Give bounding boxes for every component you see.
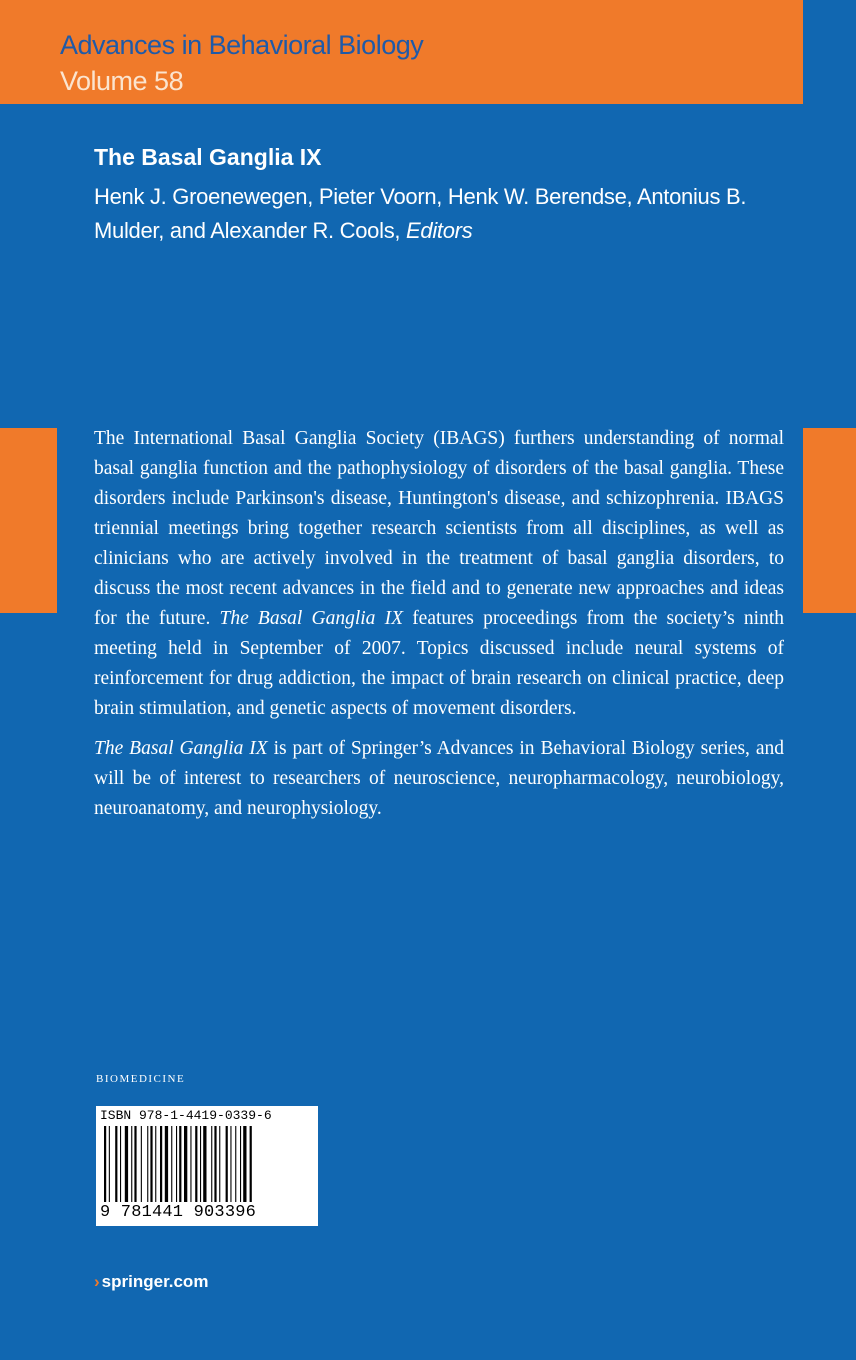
barcode-bar (203, 1126, 206, 1202)
barcode-bar (200, 1126, 201, 1202)
publisher-url: springer.com (101, 1272, 209, 1291)
series-header-band (0, 0, 803, 104)
right-accent-band (803, 428, 856, 613)
description-p1-title: The Basal Ganglia IX (219, 608, 404, 629)
barcode-bar (150, 1126, 152, 1202)
barcode-bar (179, 1126, 181, 1202)
barcode-bar (219, 1126, 220, 1202)
barcode (96, 1106, 318, 1226)
barcode-bar (195, 1126, 197, 1202)
barcode-bar (109, 1126, 110, 1202)
series-volume: Volume 58 (60, 66, 184, 96)
barcode-bar (230, 1126, 231, 1202)
editors-role: Editors (406, 218, 473, 243)
barcode-bar (120, 1126, 121, 1202)
barcode-bar (176, 1126, 177, 1202)
publisher-link[interactable] (94, 1272, 208, 1292)
description-p1-text-b: features proceedings from the society’s ninth meeting held in September of 2007. Topics discussed include neural systems of reinforcement for drug addiction, the impact of brain research on clinical practice, deep brain stimulation, and genetic aspects of movement disorders. (94, 608, 785, 719)
barcode-bar (147, 1126, 148, 1202)
description-p2-title: The Basal Ganglia IX (94, 738, 268, 759)
book-title: The Basal Ganglia IX (94, 144, 322, 170)
description-p2-text: is part of Springer’s Advances in Behavioral Biology series, and will be of interest to researchers of neuroscience, neuropharmacology, neurobiology, neuroanatomy, and neurophysiology. (94, 738, 784, 819)
barcode-bar (184, 1126, 187, 1202)
left-accent-band (0, 428, 57, 613)
isbn-label: ISBN 978-1-4419-0339-6 (100, 1108, 272, 1123)
barcode-bar (165, 1126, 168, 1202)
barcode-bar (235, 1126, 236, 1202)
barcode-bar (125, 1126, 128, 1202)
barcode-bar (190, 1126, 191, 1202)
barcode-bar (104, 1126, 106, 1202)
ean-digits: 9 781441 903396 (100, 1203, 257, 1222)
barcode-bar (115, 1126, 117, 1202)
barcode-bar (226, 1126, 228, 1202)
barcode-bar (141, 1126, 142, 1202)
barcode-bar (155, 1126, 156, 1202)
barcode-bar (214, 1126, 216, 1202)
barcode-bar (243, 1126, 246, 1202)
description-paragraph-1 (94, 424, 784, 724)
barcode-bar (240, 1126, 241, 1202)
book-description (94, 424, 784, 834)
chevron-right-icon: › (94, 1272, 100, 1291)
barcode-bar (131, 1126, 132, 1202)
editors-line (94, 180, 794, 248)
category-label: BIOMEDICINE (96, 1073, 186, 1085)
editors-names: Henk J. Groenewegen, Pieter Voorn, Henk W. Berendse, Antonius B. Mulder, and Alexander R. Cools, (94, 184, 747, 243)
description-paragraph-2 (94, 734, 784, 824)
barcode-bar (250, 1126, 252, 1202)
barcode-bar (160, 1126, 162, 1202)
barcode-bar (211, 1126, 212, 1202)
barcode-bar (171, 1126, 172, 1202)
series-title: Advances in Behavioral Biology (60, 30, 424, 60)
description-p1-text-a: The International Basal Ganglia Society (IBAGS) furthers understanding of normal basal ganglia function and the pathophysiology of disorders of the basal ganglia. These disorders include Parkinson's disease, Huntington's disease, and schizophrenia. IBAGS triennial meetings bring together research scientists from all disciplines, as well as clinicians who are actively involved in the treatment of basal ganglia disorders, to discuss the most recent advances in the field and to generate new approaches and ideas for the future. (94, 428, 784, 629)
barcode-bar (134, 1126, 136, 1202)
